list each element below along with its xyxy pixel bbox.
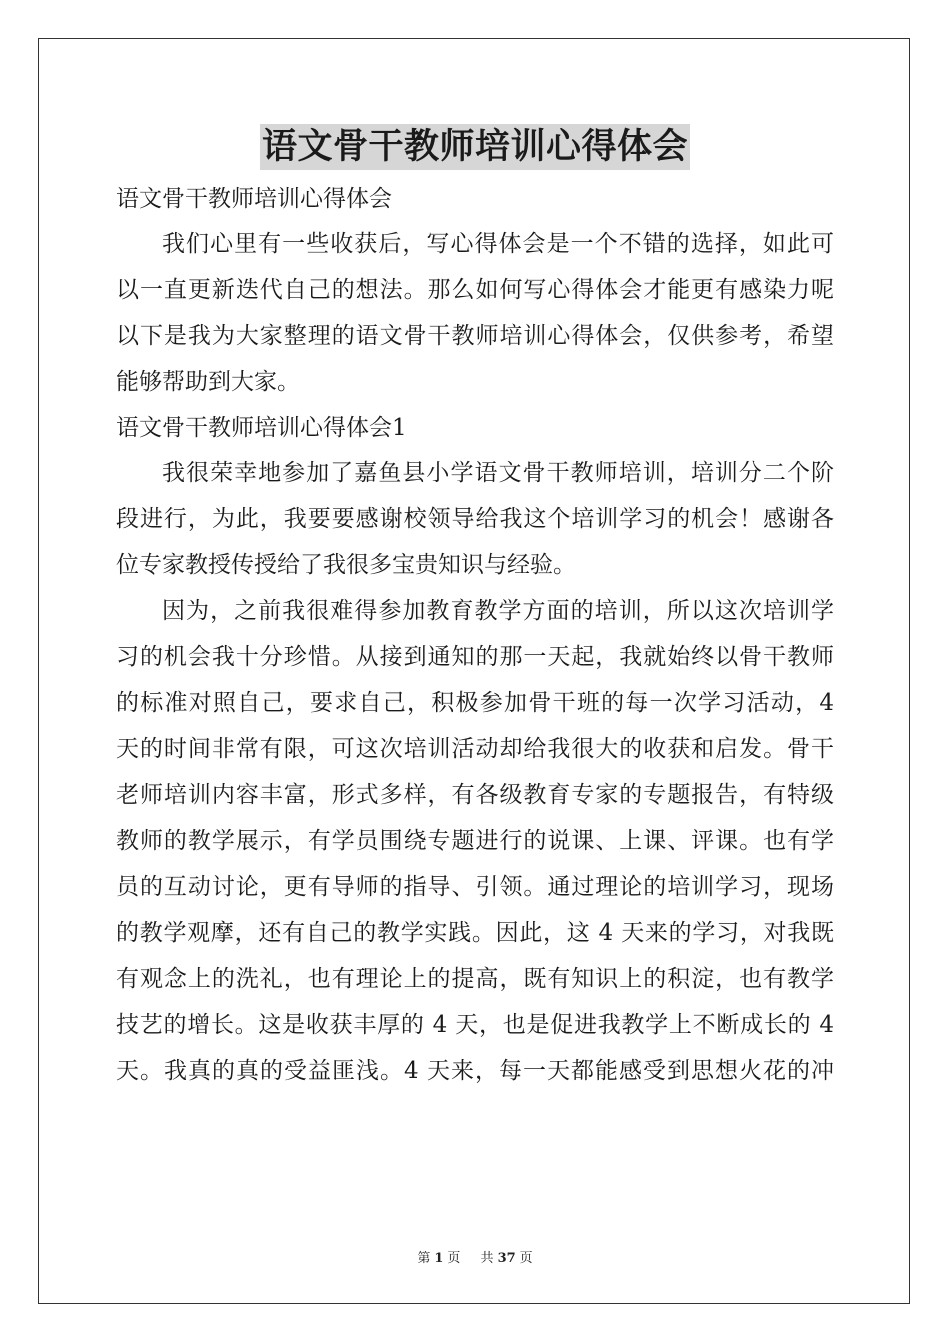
text-line: 天的时间非常有限，可这次培训活动却给我很大的收获和启发。骨干 (116, 736, 834, 762)
document-title: 语文骨干教师培训心得体会 (260, 124, 690, 170)
text-line: 能够帮助到大家。 (116, 369, 300, 395)
text-line: 天。我真的真的受益匪浅。4 天来，每一天都能感受到思想火花的冲 (116, 1058, 834, 1084)
text-line: 技艺的增长。这是收获丰厚的 4 天，也是促进我教学上不断成长的 4 (116, 1012, 834, 1038)
section-heading: 语文骨干教师培训心得体会1 (116, 415, 407, 441)
text-line: 我很荣幸地参加了嘉鱼县小学语文骨干教师培训，培训分二个阶 (162, 460, 834, 486)
text-line: 习的机会我十分珍惜。从接到通知的那一天起，我就始终以骨干教师 (116, 644, 834, 670)
text-line: 段进行，为此，我要要感谢校领导给我这个培训学习的机会！感谢各 (116, 506, 834, 532)
page-footer (0, 1247, 950, 1266)
document-subtitle: 语文骨干教师培训心得体会 (116, 186, 392, 212)
text-line: 的标准对照自己，要求自己，积极参加骨干班的每一次学习活动，4 (116, 690, 834, 716)
text-line: 有观念上的洗礼，也有理论上的提高，既有知识上的积淀，也有教学 (116, 966, 834, 992)
text-line: 的教学观摩，还有自己的教学实践。因此，这 4 天来的学习，对我既 (116, 920, 834, 946)
paragraph-2 (116, 592, 834, 1091)
text-line: 老师培训内容丰富，形式多样，有各级教育专家的专题报告，有特级 (116, 782, 834, 808)
page-total: 共 37 页 (480, 1251, 533, 1266)
text-line: 以下是我为大家整理的语文骨干教师培训心得体会，仅供参考，希望 (116, 323, 834, 349)
text-line: 位专家教授传授给了我很多宝贵知识与经验。 (116, 552, 576, 578)
paragraph-1 (116, 454, 834, 585)
text-line: 员的互动讨论，更有导师的指导、引领。通过理论的培训学习，现场 (116, 874, 834, 900)
text-line: 教师的教学展示，有学员围绕专题进行的说课、上课、评课。也有学 (116, 828, 834, 854)
text-line: 我们心里有一些收获后，写心得体会是一个不错的选择，如此可 (162, 231, 834, 257)
intro-paragraph (116, 225, 834, 402)
document-body (116, 180, 834, 1091)
page-number: 第 1 页 (417, 1251, 461, 1266)
text-line: 以一直更新迭代自己的想法。那么如何写心得体会才能更有感染力呢 (116, 277, 834, 303)
title-container (0, 124, 950, 170)
text-line: 因为，之前我很难得参加教育教学方面的培训，所以这次培训学 (162, 598, 834, 624)
